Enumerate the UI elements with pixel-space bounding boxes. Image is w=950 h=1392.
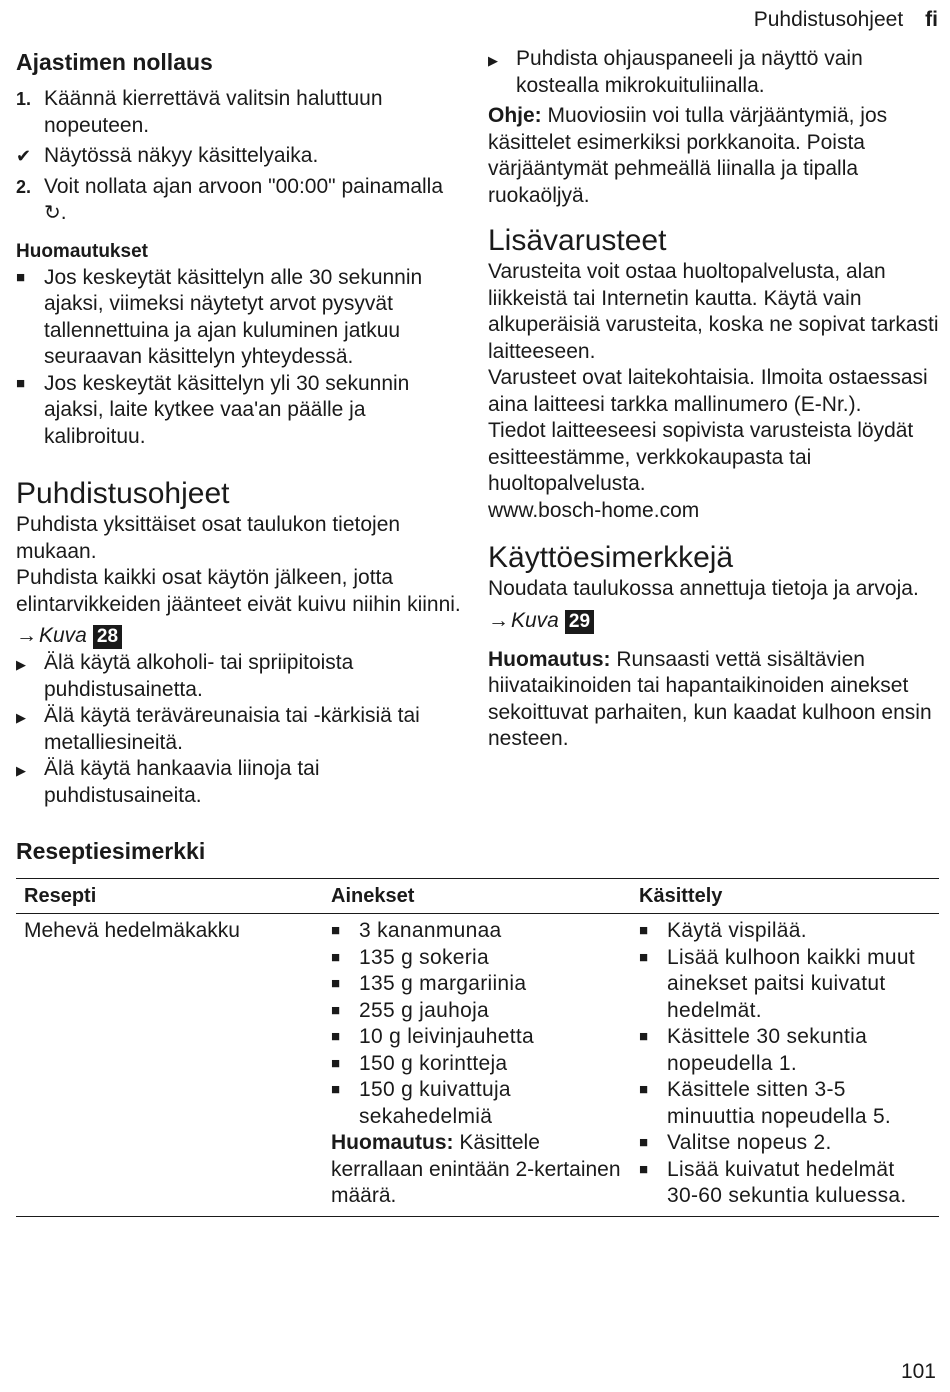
column-header: Resepti bbox=[16, 879, 323, 914]
square-bullet-icon: ■ bbox=[331, 1081, 341, 1098]
page-header bbox=[754, 8, 938, 32]
note-label: Huomautus: bbox=[488, 647, 611, 671]
square-bullet-icon: ■ bbox=[639, 1160, 649, 1178]
square-bullet-icon: ■ bbox=[331, 1028, 341, 1045]
triangle-bullet-icon: ▶ bbox=[488, 53, 498, 68]
note-label: Ohje: bbox=[488, 104, 542, 127]
note-item bbox=[16, 371, 471, 451]
cleaning-paragraph: Puhdista yksittäiset osat taulukon tietojen mukaan. bbox=[16, 513, 401, 563]
note-text: Runsaasti vettä sisältävien hiivataikinoiden tai hapantaikinoiden ainekset sekoittuvat parhaiten, kun kaadat kulhoon ensin nesteen. bbox=[488, 647, 932, 750]
figure-label: Kuva bbox=[511, 608, 559, 632]
figure-label: Kuva bbox=[39, 624, 87, 647]
square-bullet-icon: ■ bbox=[16, 268, 26, 286]
website-link[interactable]: www.bosch-home.com bbox=[488, 498, 700, 522]
table-title: Reseptiesimerkki bbox=[16, 838, 206, 864]
ingredient-text: 255 g jauhoja bbox=[359, 998, 490, 1022]
step-text: Voit nollata ajan arvoon "00:00" painamalla bbox=[44, 174, 444, 198]
warning-item bbox=[16, 650, 471, 703]
ingredient-item bbox=[331, 971, 623, 998]
check-icon: ✔ bbox=[16, 146, 32, 166]
warning-item bbox=[16, 756, 471, 809]
arrow-right-icon: → bbox=[488, 608, 509, 632]
cleaning-note bbox=[488, 103, 943, 209]
note-item bbox=[16, 265, 471, 371]
ingredient-item bbox=[331, 1024, 623, 1051]
processing-step bbox=[639, 945, 931, 1025]
note-label: Huomautus: bbox=[331, 1131, 454, 1154]
note-text: Jos keskeytät käsittelyn alle 30 sekunnin ajaksi, viimeksi näytetyt arvot pysyvät tallennettuina ja ajan kuluminen jatkuu seuraavan käsittelyn yhteydessä. bbox=[44, 265, 423, 368]
page-number: 101 bbox=[900, 1360, 936, 1383]
square-bullet-icon: ■ bbox=[16, 374, 26, 392]
ingredient-text: 135 g margariinia bbox=[359, 972, 527, 995]
step-2 bbox=[16, 174, 471, 227]
ingredient-text: 150 g korintteja bbox=[359, 1051, 508, 1075]
processing-step bbox=[639, 1024, 931, 1077]
triangle-bullet-icon: ▶ bbox=[16, 657, 26, 672]
accessories-heading: Lisävarusteet bbox=[488, 224, 667, 257]
figure-number-badge: 29 bbox=[565, 610, 594, 634]
table-header-row bbox=[16, 879, 939, 914]
square-bullet-icon: ■ bbox=[639, 922, 649, 939]
notes-heading: Huomautukset bbox=[16, 240, 148, 262]
square-bullet-icon: ■ bbox=[331, 922, 341, 939]
triangle-bullet-icon: ▶ bbox=[16, 710, 26, 725]
processing-text: Käsittele 30 sekuntia nopeudella 1. bbox=[667, 1025, 868, 1075]
note-text: Muoviosiin voi tulla värjääntymiä, jos käsittelet esimerkiksi porkkanoita. Poista värjääntymät pehmeällä liinalla ja tipalla ruokaöljyä. bbox=[488, 104, 888, 207]
examples-heading: Käyttöesimerkkejä bbox=[488, 541, 734, 574]
ingredient-item bbox=[331, 1051, 623, 1078]
note-text: Jos keskeytät käsittelyn yli 30 sekunnin ajaksi, laite kytkee vaa'an päälle ja kalibroituu. bbox=[44, 371, 410, 448]
warning-text: Älä käytä alkoholi- tai spriipitoista puhdistusainetta. bbox=[44, 651, 354, 701]
figure-reference[interactable] bbox=[16, 622, 471, 650]
step-text: Näytössä näkyy käsittelyaika. bbox=[44, 144, 319, 167]
square-bullet-icon: ■ bbox=[639, 1134, 649, 1151]
ingredient-text: 10 g leivinjauhetta bbox=[359, 1025, 534, 1048]
cleaning-paragraph: Puhdista kaikki osat käytön jälkeen, jotta elintarvikkeiden jäänteet eivät kuivu niihin kiinni. bbox=[16, 566, 461, 616]
processing-step bbox=[639, 918, 931, 945]
processing-text: Käytä vispilää. bbox=[667, 919, 807, 942]
square-bullet-icon: ■ bbox=[331, 948, 341, 966]
examples-note bbox=[488, 647, 943, 753]
triangle-bullet-icon: ▶ bbox=[16, 763, 26, 778]
arrow-right-icon: → bbox=[16, 624, 37, 647]
processing-text: Valitse nopeus 2. bbox=[667, 1131, 832, 1154]
warning-text: Puhdista ohjauspaneeli ja näyttö vain kostealla mikrokuituliinalla. bbox=[516, 47, 863, 97]
step-result bbox=[16, 143, 471, 170]
warning-text: Älä käytä hankaavia liinoja tai puhdistusaineita. bbox=[44, 757, 320, 807]
processing-step bbox=[639, 1157, 931, 1210]
table-row bbox=[16, 914, 939, 1217]
processing-text: Lisää kulhoon kaikki muut ainekset paitsi kuivatut hedelmät. bbox=[667, 945, 915, 1022]
note-text: Käsittele kerrallaan enintään 2-kertainen määrä. bbox=[331, 1131, 621, 1207]
accessories-paragraph: Varusteita voit ostaa huoltopalvelusta, alan liikkeistä tai Internetin kautta. Käytä vain alkuperäisiä varusteita, koska ne sopivat tarkasti laitteeseen. bbox=[488, 260, 939, 363]
square-bullet-icon: ■ bbox=[331, 1054, 341, 1072]
processing-text: Lisää kuivatut hedelmät 30-60 sekuntia kuluessa. bbox=[667, 1157, 907, 1207]
ingredient-item bbox=[331, 1077, 623, 1130]
ingredient-item bbox=[331, 945, 623, 972]
header-title: Puhdistusohjeet bbox=[753, 8, 904, 31]
accessories-paragraph: Varusteet ovat laitekohtaisia. Ilmoita ostaessasi aina laitteesi tarkka mallinumero (E-Nr.). bbox=[488, 366, 928, 416]
language-code: fi bbox=[925, 8, 938, 31]
ingredient-text: 3 kananmunaa bbox=[359, 919, 502, 942]
warning-item bbox=[488, 46, 943, 99]
ingredients-note bbox=[331, 1130, 623, 1210]
processing-text: Käsittele sitten 3-5 minuuttia nopeudella 5. bbox=[667, 1078, 892, 1128]
ingredient-item bbox=[331, 918, 623, 945]
timer-reset-heading: Ajastimen nollaus bbox=[16, 49, 213, 75]
figure-reference[interactable] bbox=[488, 607, 943, 635]
square-bullet-icon: ■ bbox=[639, 948, 649, 966]
step-text-tail: . bbox=[60, 201, 67, 224]
square-bullet-icon: ■ bbox=[331, 975, 341, 992]
ingredient-text: 150 g kuivattuja sekahedelmiä bbox=[359, 1078, 511, 1128]
warning-text: Älä käytä teräväreunaisia tai -kärkisiä tai metalliesineitä. bbox=[44, 704, 420, 754]
square-bullet-icon: ■ bbox=[639, 1081, 649, 1098]
recipe-name: Mehevä hedelmäkakku bbox=[16, 914, 323, 1217]
left-column bbox=[16, 46, 471, 809]
cleaning-heading: Puhdistusohjeet bbox=[16, 477, 230, 510]
processing-cell bbox=[631, 914, 939, 1217]
step-1 bbox=[16, 86, 471, 139]
figure-number-badge: 28 bbox=[93, 625, 122, 649]
step-number: 2. bbox=[16, 176, 32, 197]
warning-item bbox=[16, 703, 471, 756]
accessories-paragraph: Tiedot laitteeseesi sopivista varusteista löydät esitteestämme, verkkokaupasta tai huoltopalvelusta. bbox=[488, 419, 914, 495]
reset-icon: ↻ bbox=[44, 202, 61, 224]
step-number: 1. bbox=[16, 89, 32, 109]
examples-paragraph: Noudata taulukossa annettuja tietoja ja arvoja. bbox=[488, 577, 919, 600]
ingredients-cell bbox=[323, 914, 631, 1217]
square-bullet-icon: ■ bbox=[639, 1028, 649, 1045]
step-text: Käännä kierrettävä valitsin haluttuun nopeuteen. bbox=[44, 87, 383, 137]
square-bullet-icon: ■ bbox=[331, 1001, 341, 1019]
ingredient-item bbox=[331, 998, 623, 1025]
processing-step bbox=[639, 1077, 931, 1130]
recipe-table bbox=[16, 878, 939, 1217]
column-header: Ainekset bbox=[323, 879, 631, 914]
column-header: Käsittely bbox=[631, 879, 939, 914]
ingredient-text: 135 g sokeria bbox=[359, 945, 489, 969]
processing-step bbox=[639, 1130, 931, 1157]
right-column bbox=[488, 46, 943, 753]
